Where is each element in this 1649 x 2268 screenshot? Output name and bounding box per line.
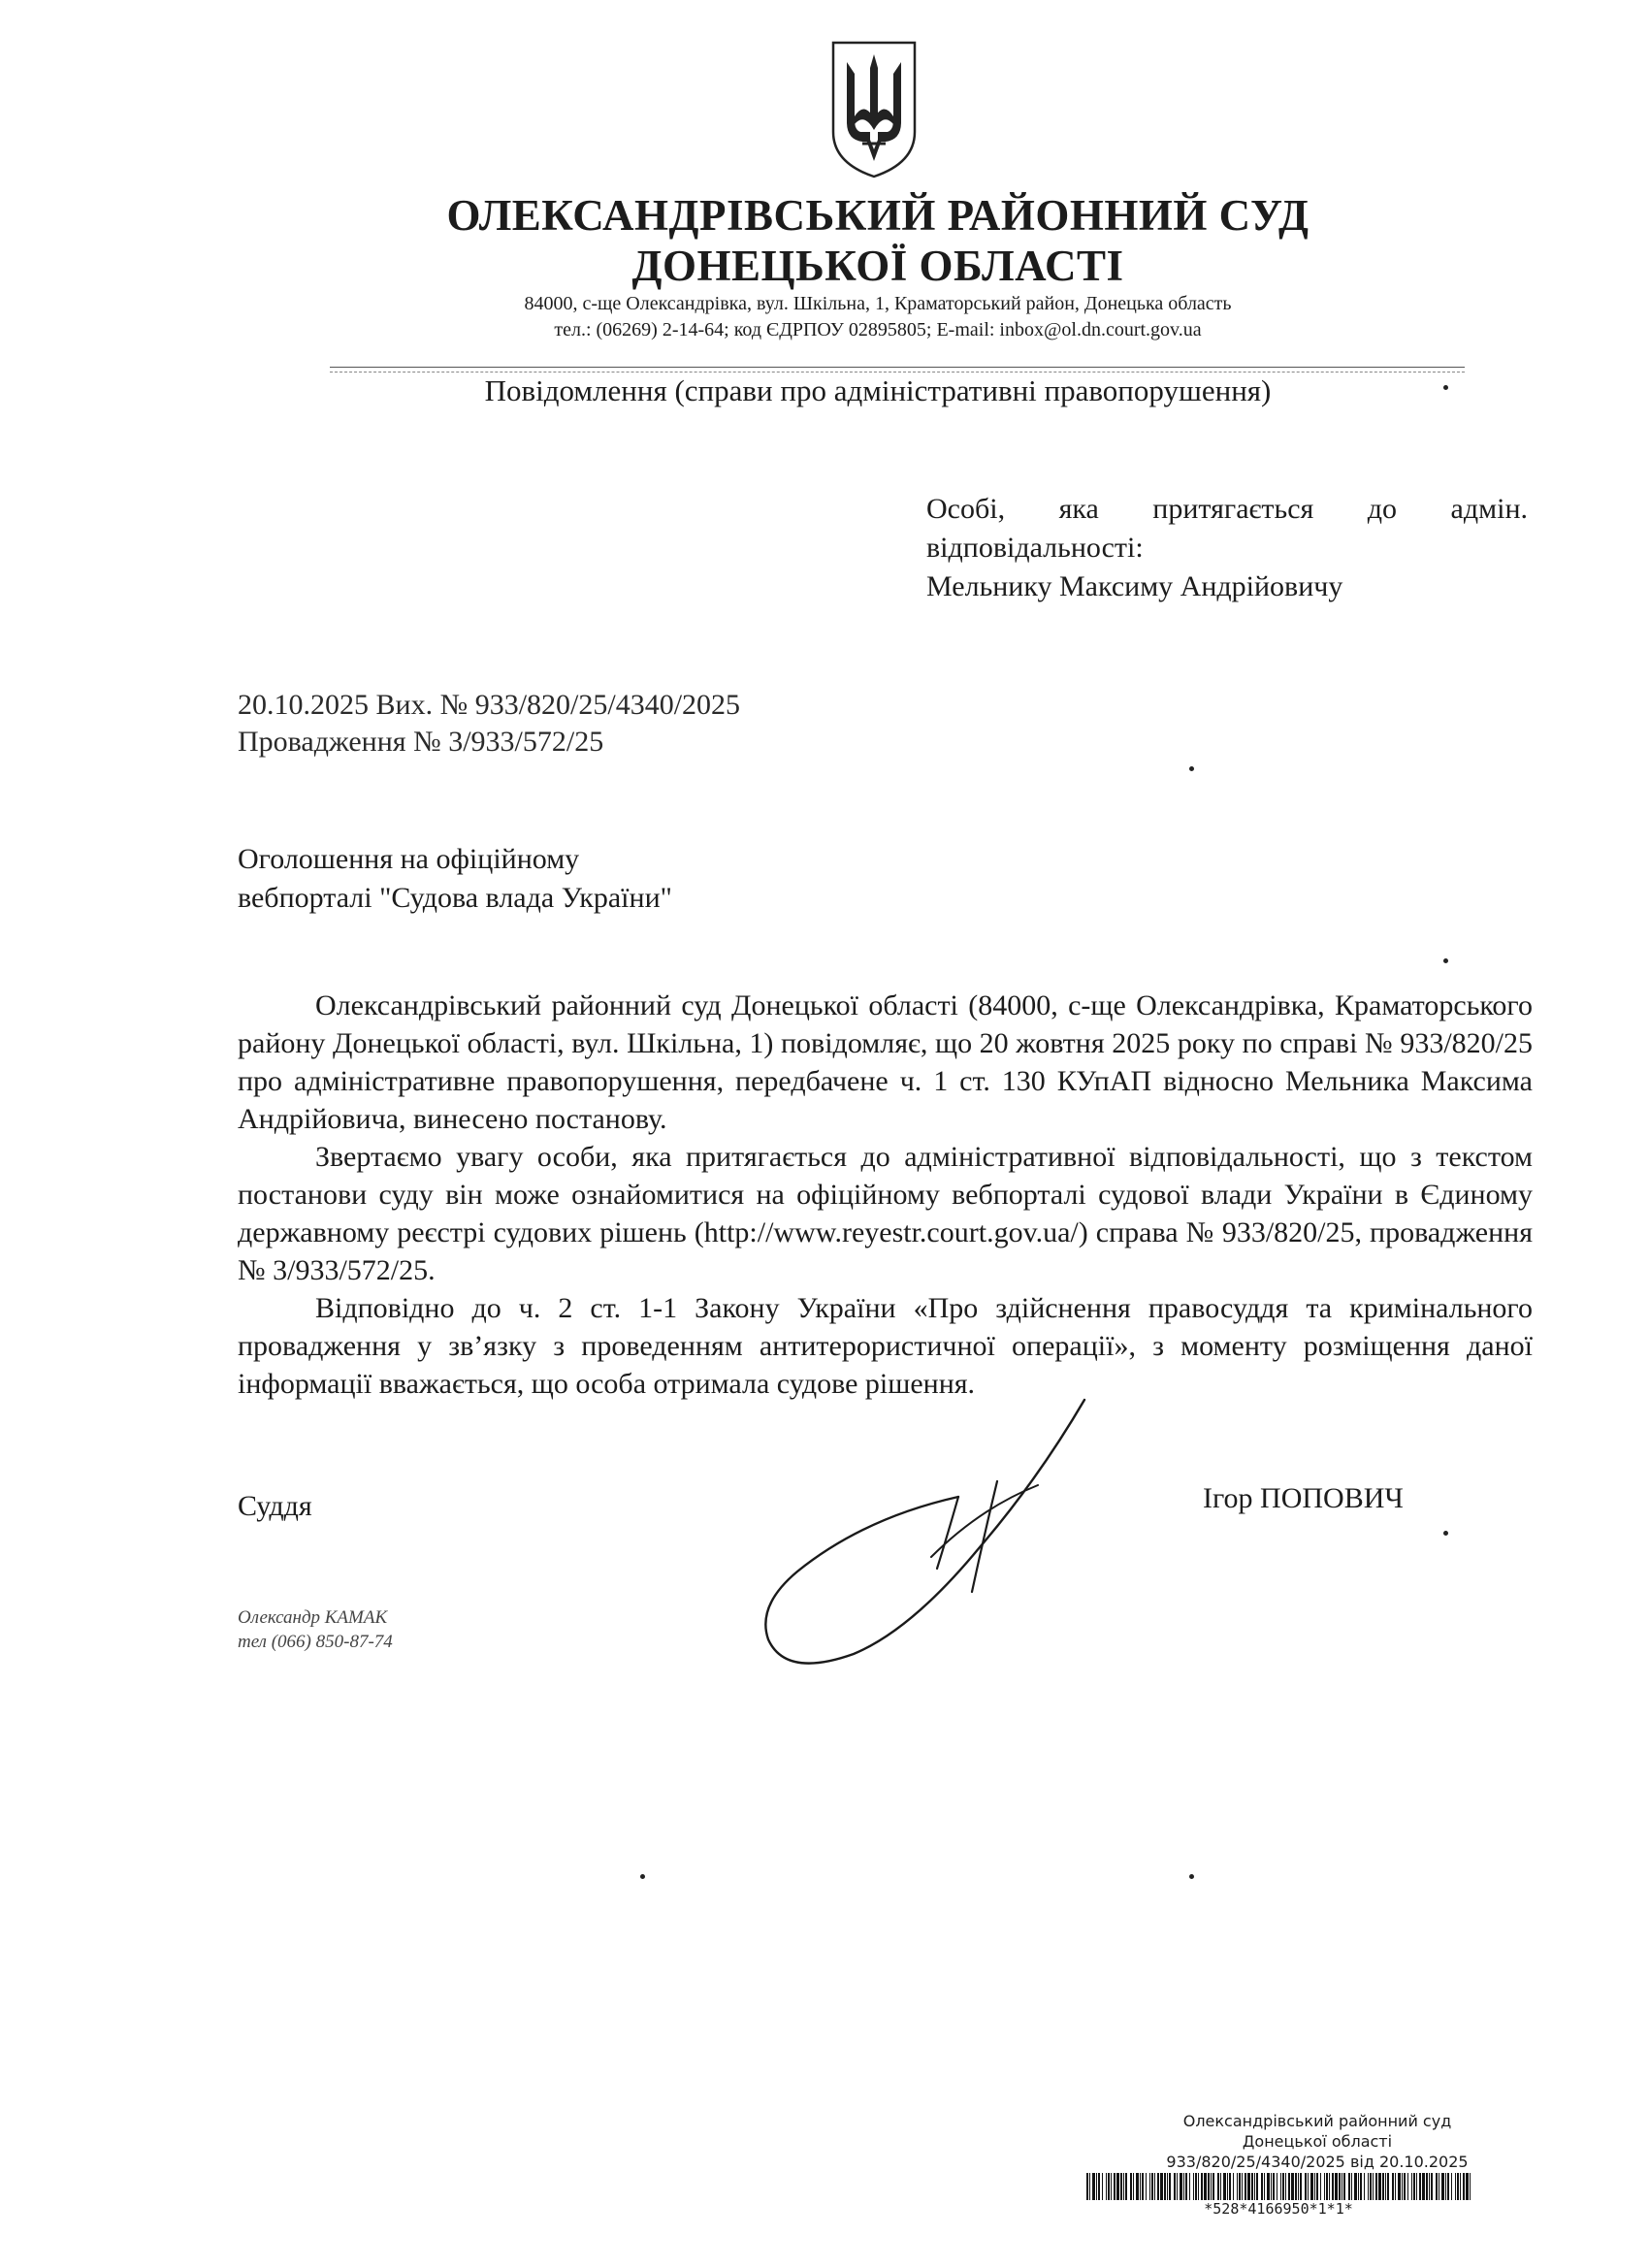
- stamp-court: Олександрівський районний суд: [1182, 2112, 1452, 2130]
- scan-speck: [1443, 385, 1448, 390]
- barcode-bar: [1102, 2173, 1103, 2200]
- barcode-bar: [1358, 2173, 1359, 2200]
- barcode-bar: [1404, 2173, 1406, 2200]
- barcode-bar: [1160, 2173, 1163, 2200]
- barcode-bar: [1351, 2173, 1352, 2200]
- barcode: [1086, 2173, 1471, 2200]
- barcode-bar: [1354, 2173, 1357, 2200]
- barcode-bar: [1382, 2173, 1384, 2200]
- barcode-bar: [1460, 2173, 1461, 2200]
- body-paragraph: Олександрівський районний суд Донецької області (84000, с-ще Олександрівка, Краматорського району Донецької області, вул. Шкільна, 1) повідомляє, що 20 жовтня 2025 року по справі № 933/820/25 про адміністративне правопорушення, передбачене ч. 1 ст. 130 КУпАП відносно Мельника Максима Андрійовича, винесено постанову.: [238, 989, 1533, 1135]
- barcode-bar: [1348, 2173, 1350, 2200]
- barcode-bar: [1282, 2173, 1284, 2200]
- body-paragraph: Звертаємо увагу особи, яка притягається до адміністративної відповідальності, що з текстом постанови суду він може ознайомитися на офіційному вебпорталі судової влади України в Єдиному державному реєстрі судових рішень (http://www.reyestr.court.gov.ua/) справа № 933/820/25, провадження № 3/933/572/25.: [238, 1141, 1533, 1286]
- body-paragraph: Відповідно до ч. 2 ст. 1-1 Закону України «Про здійснення правосуддя та кримінального провадження у зв’язку з проведенням антитерористичної операції», з моменту розміщення даної інформації вважається, що особа отримала судове рішення.: [238, 1292, 1533, 1400]
- barcode-bar: [1398, 2173, 1401, 2200]
- barcode-bar: [1436, 2173, 1438, 2200]
- barcode-bar: [1237, 2173, 1238, 2200]
- barcode-bar: [1316, 2173, 1318, 2200]
- barcode-bar: [1451, 2173, 1452, 2200]
- barcode-bar: [1227, 2173, 1228, 2200]
- barcode-bar: [1264, 2173, 1265, 2200]
- announcement-heading: [238, 840, 672, 918]
- barcode-bar: [1154, 2173, 1155, 2200]
- barcode-bar: [1142, 2173, 1144, 2200]
- barcode-bar: [1378, 2173, 1381, 2200]
- notice-body: [238, 987, 1533, 1403]
- barcode-bar: [1157, 2173, 1159, 2200]
- trident-emblem-icon: [827, 39, 921, 180]
- barcode-bar: [1422, 2173, 1425, 2200]
- barcode-bar: [1136, 2173, 1139, 2200]
- barcode-bar: [1392, 2173, 1394, 2200]
- barcode-bar: [1429, 2173, 1430, 2200]
- barcode-bar: [1335, 2173, 1338, 2200]
- executor-name: Олександр КАМАК: [238, 1607, 388, 1628]
- header-divider-secondary: [330, 372, 1465, 373]
- barcode-bar: [1426, 2173, 1428, 2200]
- barcode-bar: [1320, 2173, 1321, 2200]
- barcode-bar: [1096, 2173, 1097, 2200]
- barcode-bar: [1310, 2173, 1313, 2200]
- barcode-bar: [1280, 2173, 1281, 2200]
- court-name-line1: ОЛЕКСАНДРІВСЬКИЙ РАЙОННИЙ СУД: [446, 191, 1310, 240]
- barcode-bar: [1195, 2173, 1197, 2200]
- addressee-line1: Особі, яка притягається до адмін.: [926, 493, 1528, 525]
- judge-label: Суддя: [238, 1490, 312, 1522]
- registration-stamp: [1084, 2111, 1550, 2172]
- stamp-region: Донецької області: [1242, 2132, 1393, 2151]
- barcode-bar: [1185, 2173, 1187, 2200]
- barcode-bar: [1198, 2173, 1199, 2200]
- barcode-bar: [1457, 2173, 1459, 2200]
- barcode-bar: [1177, 2173, 1178, 2200]
- barcode-bar: [1242, 2173, 1243, 2200]
- barcode-bar: [1463, 2173, 1465, 2200]
- barcode-bar: [1086, 2173, 1088, 2200]
- barcode-bar: [1146, 2173, 1147, 2200]
- stamp-number: 933/820/25/4340/2025 від 20.10.2025: [1166, 2153, 1469, 2171]
- barcode-bar: [1314, 2173, 1315, 2200]
- proceeding-number: Провадження № 3/933/572/25: [238, 726, 604, 758]
- barcode-bar: [1413, 2173, 1415, 2200]
- barcode-bar: [1339, 2173, 1341, 2200]
- barcode-bar: [1164, 2173, 1166, 2200]
- barcode-bar: [1092, 2173, 1095, 2200]
- barcode-bar: [1343, 2173, 1345, 2200]
- barcode-bar: [1332, 2173, 1334, 2200]
- scan-speck: [1189, 766, 1194, 771]
- barcode-bar: [1441, 2173, 1444, 2200]
- barcode-bar: [1251, 2173, 1253, 2200]
- reference-block: [238, 687, 740, 761]
- barcode-bar: [1245, 2173, 1246, 2200]
- court-contacts: тел.: (06269) 2-14-64; код ЄДРПОУ 02895805; E-mail: inbox@ol.dn.court.gov.ua: [554, 319, 1202, 340]
- barcode-bar: [1208, 2173, 1210, 2200]
- addressee-block: [926, 490, 1528, 606]
- addressee-line2: відповідальності:: [926, 532, 1144, 564]
- barcode-bar: [1151, 2173, 1153, 2200]
- executor-block: [238, 1605, 393, 1654]
- barcode-bar: [1329, 2173, 1330, 2200]
- barcode-bar: [1125, 2173, 1127, 2200]
- barcode-bar: [1402, 2173, 1403, 2200]
- barcode-bar: [1370, 2173, 1372, 2200]
- barcode-bar: [1324, 2173, 1325, 2200]
- barcode-bar: [1455, 2173, 1456, 2200]
- barcode-bar: [1416, 2173, 1417, 2200]
- scan-speck: [1189, 1874, 1194, 1879]
- barcode-bar: [1247, 2173, 1250, 2200]
- barcode-bar: [1288, 2173, 1290, 2200]
- court-name: [0, 190, 1649, 291]
- barcode-bar: [1395, 2173, 1396, 2200]
- announcement-line1: Оголошення на офіційному: [238, 843, 580, 875]
- barcode-bar: [1098, 2173, 1100, 2200]
- barcode-bar: [1149, 2173, 1150, 2200]
- header-divider: [330, 367, 1465, 368]
- handwritten-signature: [747, 1392, 1116, 1673]
- outgoing-number: 20.10.2025 Вих. № 933/820/25/4340/2025: [238, 689, 741, 721]
- barcode-bar: [1183, 2173, 1184, 2200]
- barcode-bar: [1111, 2173, 1112, 2200]
- barcode-bar: [1466, 2173, 1469, 2200]
- notice-title: Повідомлення (справи про адміністративні правопорушення): [484, 373, 1272, 407]
- barcode-bar: [1180, 2173, 1182, 2200]
- barcode-bar: [1239, 2173, 1241, 2200]
- barcode-digits: *528*4166950*1*1*: [1204, 2200, 1353, 2218]
- barcode-bar: [1261, 2173, 1263, 2200]
- barcode-bar: [1201, 2173, 1203, 2200]
- barcode-bar: [1411, 2173, 1412, 2200]
- barcode-bar: [1295, 2173, 1297, 2200]
- barcode-bar: [1223, 2173, 1226, 2200]
- barcode-bar: [1106, 2173, 1107, 2200]
- barcode-bar: [1212, 2173, 1214, 2200]
- barcode-bar: [1407, 2173, 1408, 2200]
- barcode-bar: [1211, 2173, 1212, 2200]
- addressee-name: Мельнику Максиму Андрійовичу: [926, 570, 1343, 602]
- barcode-bar: [1189, 2173, 1190, 2200]
- barcode-bar: [1193, 2173, 1194, 2200]
- court-name-line2: ДОНЕЦЬКОЇ ОБЛАСТІ: [631, 242, 1124, 290]
- court-address: 84000, с-ще Олександрівка, вул. Шкільна, 1, Краматорський район, Донецька область: [524, 293, 1232, 314]
- announcement-line2: вебпорталі "Судова влада України": [238, 882, 672, 914]
- barcode-bar: [1220, 2173, 1221, 2200]
- barcode-bar: [1300, 2173, 1302, 2200]
- barcode-bar: [1375, 2173, 1377, 2200]
- barcode-bar: [1308, 2173, 1309, 2200]
- barcode-bar: [1273, 2173, 1275, 2200]
- barcode-bar: [1123, 2173, 1124, 2200]
- barcode-bar: [1298, 2173, 1299, 2200]
- barcode-bar: [1326, 2173, 1328, 2200]
- barcode-bar: [1233, 2173, 1234, 2200]
- barcode-bar: [1256, 2173, 1258, 2200]
- barcode-bar: [1116, 2173, 1119, 2200]
- scan-speck: [1443, 958, 1448, 963]
- barcode-bar: [1217, 2173, 1219, 2200]
- barcode-bar: [1470, 2173, 1471, 2200]
- barcode-bar: [1229, 2173, 1231, 2200]
- barcode-bar: [1130, 2173, 1132, 2200]
- barcode-bar: [1373, 2173, 1374, 2200]
- barcode-bar: [1431, 2173, 1433, 2200]
- scan-speck: [640, 1874, 645, 1879]
- barcode-bar: [1291, 2173, 1294, 2200]
- barcode-bar: [1167, 2173, 1168, 2200]
- barcode-bar: [1114, 2173, 1116, 2200]
- scan-speck: [1443, 1531, 1448, 1536]
- executor-phone: тел (066) 850-87-74: [238, 1632, 393, 1652]
- barcode-bar: [1419, 2173, 1421, 2200]
- barcode-bar: [1133, 2173, 1134, 2200]
- barcode-bar: [1305, 2173, 1307, 2200]
- barcode-bar: [1360, 2173, 1362, 2200]
- barcode-bar: [1385, 2173, 1386, 2200]
- barcode-bar: [1120, 2173, 1122, 2200]
- barcode-bar: [1174, 2173, 1176, 2200]
- barcode-bar: [1445, 2173, 1446, 2200]
- barcode-bar: [1169, 2173, 1171, 2200]
- barcode-bar: [1447, 2173, 1449, 2200]
- barcode-bar: [1387, 2173, 1389, 2200]
- barcode-bar: [1140, 2173, 1141, 2200]
- barcode-bar: [1204, 2173, 1207, 2200]
- barcode-bar: [1267, 2173, 1270, 2200]
- barcode-bar: [1364, 2173, 1365, 2200]
- barcode-bar: [1108, 2173, 1110, 2200]
- barcode-bar: [1285, 2173, 1286, 2200]
- judge-name: Ігор ПОПОВИЧ: [1203, 1482, 1404, 1514]
- barcode-bar: [1368, 2173, 1369, 2200]
- barcode-bar: [1254, 2173, 1255, 2200]
- barcode-bar: [1089, 2173, 1090, 2200]
- barcode-bar: [1271, 2173, 1272, 2200]
